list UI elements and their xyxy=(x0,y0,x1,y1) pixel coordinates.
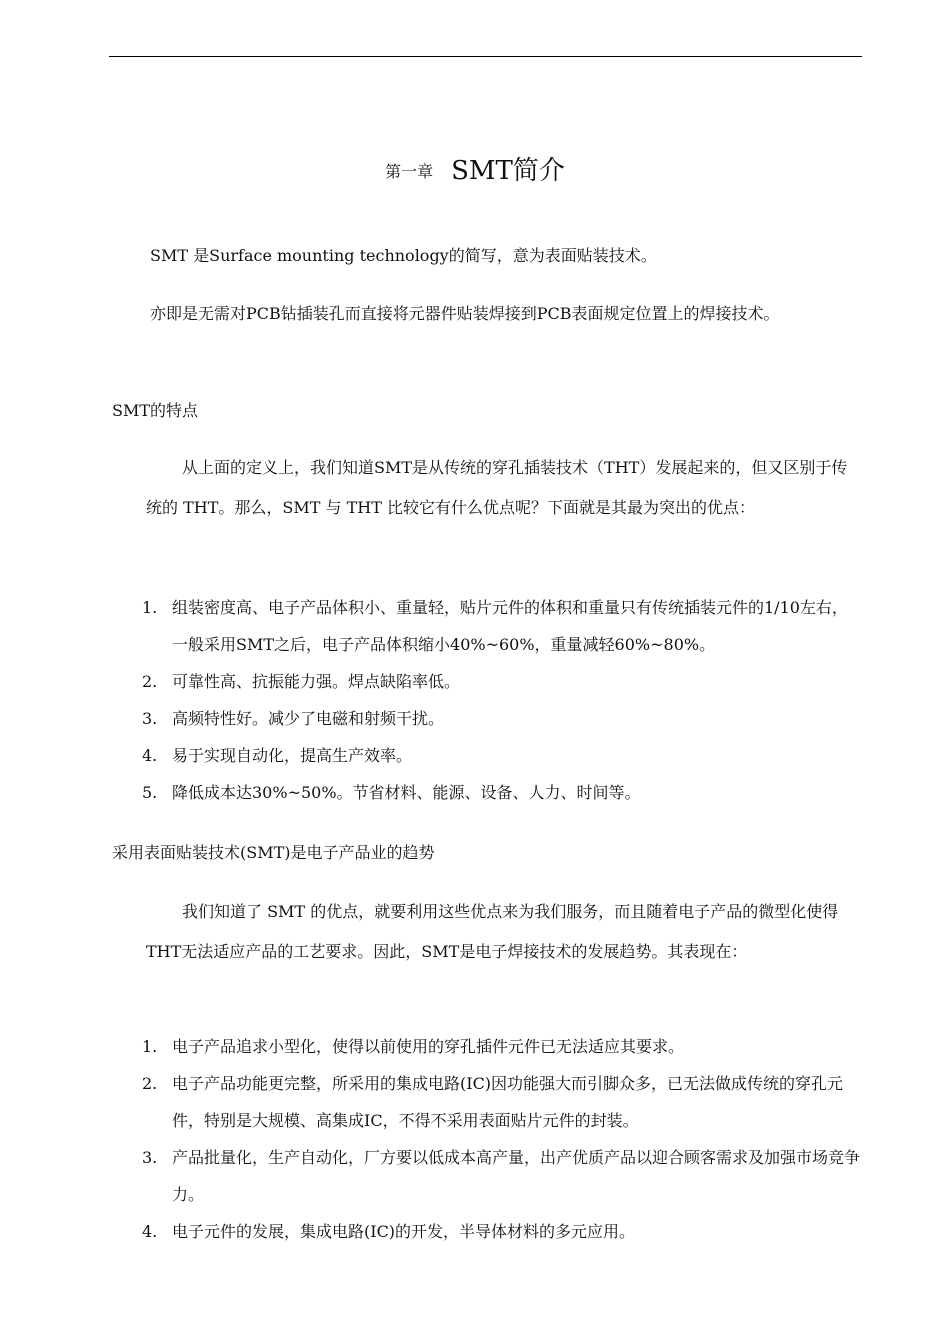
chapter-label: 第一章 xyxy=(385,162,434,181)
list-item: 4. 易于实现自动化，提高生产效率。 xyxy=(142,746,413,765)
list-item: 1. 组装密度高、电子产品体积小、重量轻，贴片元件的体积和重量只有传统插装元件的1/10左右，一般采用SMT之后，电子产品体积缩小40%~60%，重量减轻60%~80%。 xyxy=(142,598,848,654)
features-list xyxy=(142,589,862,811)
section-heading-trend: 采用表面贴装技术(SMT)是电子产品业的趋势 xyxy=(112,843,435,862)
trend-list xyxy=(142,1028,862,1250)
features-paragraph: 从上面的定义上，我们知道SMT是从传统的穿孔插装技术（THT）发展起来的，但又区别于传统的 THT。那么，SMT 与 THT 比较它有什么优点呢？下面就是其最为突出的优点： xyxy=(146,458,848,517)
trend-paragraph: 我们知道了 SMT 的优点，就要利用这些优点来为我们服务，而且随着电子产品的微型化使得THT无法适应产品的工艺要求。因此，SMT是电子焊接技术的发展趋势。其表现在： xyxy=(146,902,839,961)
chapter-heading: SMT简介 xyxy=(451,156,565,186)
list-item: 2. 电子产品功能更完整，所采用的集成电路(IC)因功能强大而引脚众多，已无法做成传统的穿孔元件，特别是大规模、高集成IC，不得不采用表面贴片元件的封装。 xyxy=(142,1074,844,1130)
list-item: 5. 降低成本达30%~50%。节省材料、能源、设备、人力、时间等。 xyxy=(142,783,641,802)
chapter-title xyxy=(0,150,950,187)
list-item: 2. 可靠性高、抗振能力强。焊点缺陷率低。 xyxy=(142,672,461,691)
intro-paragraph-2: 亦即是无需对PCB钻插装孔而直接将元器件贴装焊接到PCB表面规定位置上的焊接技术。 xyxy=(150,304,780,323)
section-heading-features: SMT的特点 xyxy=(112,401,199,420)
intro-paragraph-1: SMT 是Surface mounting technology的简写，意为表面贴装技术。 xyxy=(150,246,657,265)
header-rule xyxy=(109,56,862,57)
list-item: 3. 产品批量化，生产自动化，厂方要以低成本高产量，出产优质产品以迎合顾客需求及加强市场竞争力。 xyxy=(142,1148,861,1204)
list-item: 1. 电子产品追求小型化，使得以前使用的穿孔插件元件已无法适应其要求。 xyxy=(142,1037,685,1056)
list-item: 4. 电子元件的发展，集成电路(IC)的开发，半导体材料的多元应用。 xyxy=(142,1222,636,1241)
list-item: 3. 高频特性好。减少了电磁和射频干扰。 xyxy=(142,709,445,728)
